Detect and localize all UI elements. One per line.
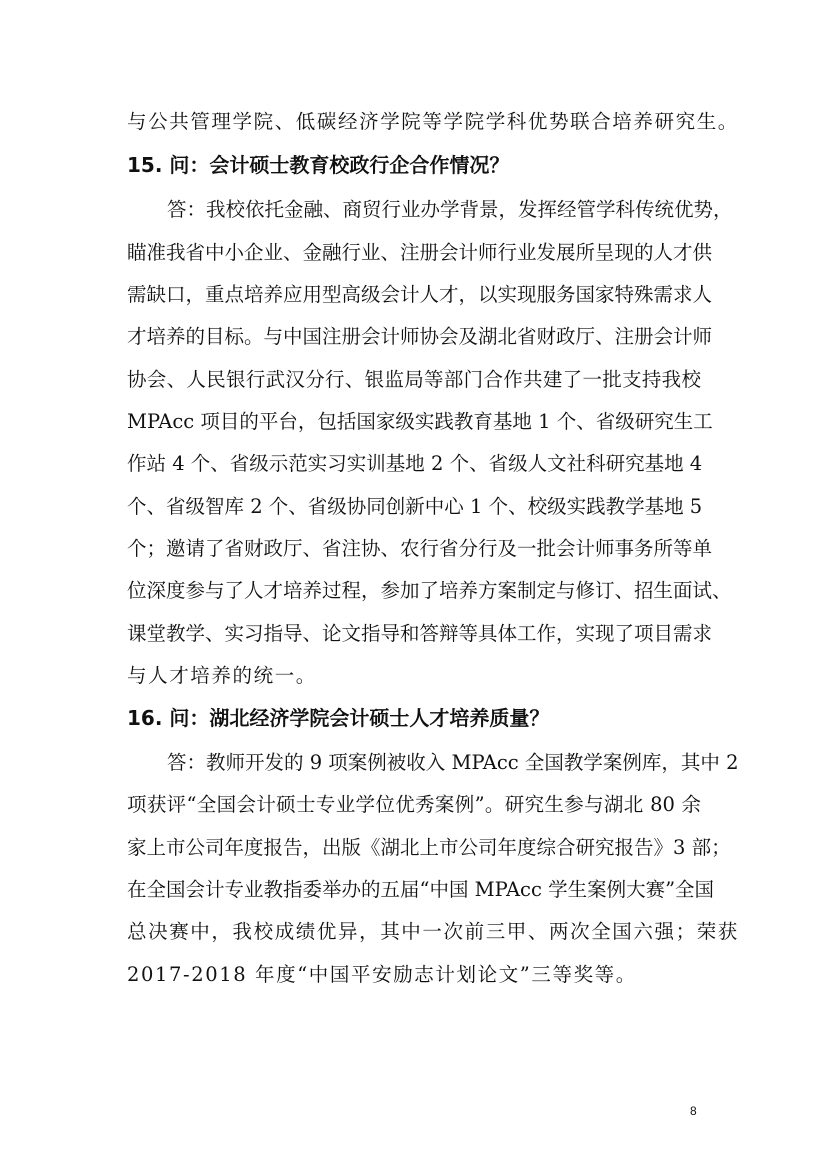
paragraph-line: 需缺口，重点培养应用型高级会计人才，以实现服务国家特殊需求人 xyxy=(127,283,713,306)
paragraph-line: 协会、人民银行武汉分行、银监局等部门合作共建了一批支持我校 xyxy=(127,368,701,391)
paragraph-line: 才培养的目标。与中国注册会计师协会及湖北省财政厅、注册会计师 xyxy=(127,325,713,348)
paragraph-line: 个；邀请了省财政厅、省注协、农行省分行及一批会计师事务所等单 xyxy=(127,537,713,560)
paragraph-line: 课堂教学、实习指导、论文指导和答辩等具体工作，实现了项目需求 xyxy=(127,622,713,645)
paragraph-line: 个、省级智库 2 个、省级协同创新中心 1 个、校级实践教学基地 5 xyxy=(127,495,703,518)
paragraph-line: 2017-2018 年度“中国平安励志计划论文”三等奖等。 xyxy=(127,963,637,986)
question-16-heading: 16. 问：湖北经济学院会计硕士人才培养质量？ xyxy=(127,706,550,730)
paragraph-line: 与公共管理学院、低碳经济学院等学院学科优势联合培养研究生。 xyxy=(127,110,739,133)
page-number: 8 xyxy=(690,1104,697,1118)
paragraph-line: 瞄准我省中小企业、金融行业、注册会计师行业发展所呈现的人才供 xyxy=(127,241,713,264)
paragraph-line: 家上市公司年度报告，出版《湖北上市公司年度综合研究报告》3 部； xyxy=(127,836,731,859)
paragraph-line: 与人才培养的统一。 xyxy=(127,664,317,687)
paragraph-line: 位深度参与了人才培养过程，参加了培养方案制定与修订、招生面试、 xyxy=(127,579,732,602)
paragraph-line: 作站 4 个、省级示范实习实训基地 2 个、省级人文社科研究基地 4 xyxy=(127,452,703,475)
paragraph-line: MPAcc 项目的平台，包括国家级实践教育基地 1 个、省级研究生工 xyxy=(127,410,713,433)
answer-16-first-line: 答：教师开发的 9 项案例被收入 MPAcc 全国教学案例库，其中 2 xyxy=(167,751,739,774)
paragraph-line: 总决赛中，我校成绩优异，其中一次前三甲、两次全国六强；荣获 xyxy=(127,920,739,943)
paragraph-line: 项获评“全国会计硕士专业学位优秀案例”。研究生参与湖北 80 余 xyxy=(127,793,701,816)
question-15-heading: 15. 问：会计硕士教育校政行企合作情况？ xyxy=(127,153,510,177)
paragraph-line: 在全国会计专业教指委举办的五届“中国 MPAcc 学生案例大赛”全国 xyxy=(127,878,715,901)
answer-15-first-line: 答：我校依托金融、商贸行业办学背景，发挥经管学科传统优势， xyxy=(167,198,733,221)
